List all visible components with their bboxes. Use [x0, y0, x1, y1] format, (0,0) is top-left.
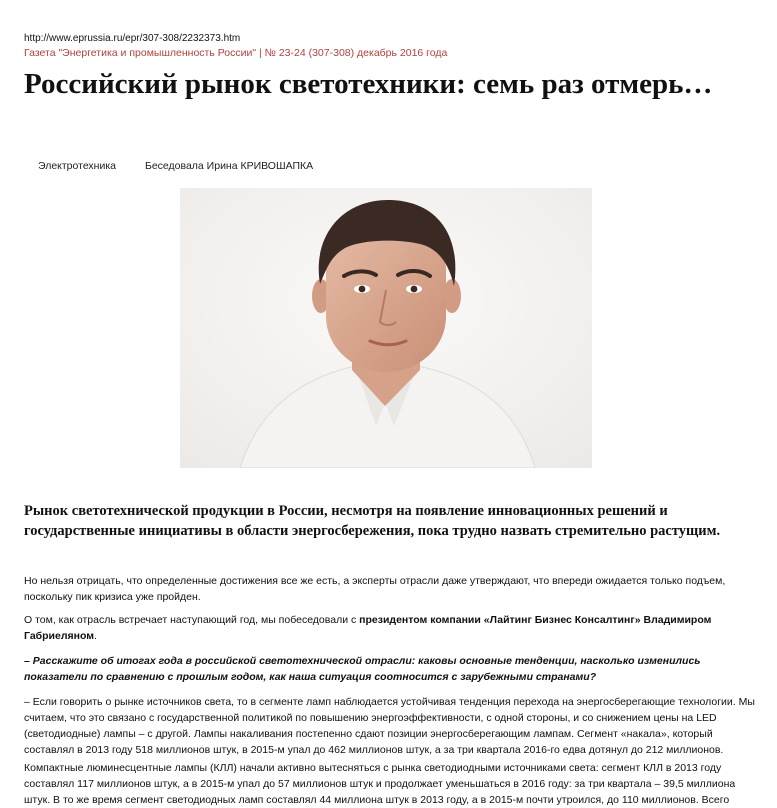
- paragraph-text: .: [94, 630, 97, 642]
- interview-question: – Расскажите об итогах года в российской светотехнической отрасли: каковы основные тенденции, насколько изменились показатели по сравнению с прошлым годом, как наша ситуация соотносится с зарубежными странами?: [24, 655, 701, 683]
- interview-answer: – Если говорить о рынке источников света, то в сегменте ламп наблюдается устойчивая тенденция перехода на энергосберегающие технологии. Мы считаем, что это связано с государственной политикой по повышению энергоэффективности, с одной стороны, и со снижением цены на LED (светодиодные) лампы – с другой. Лампы накаливания постепенно сдают позиции энергосберегающим лампам. Сегмент «накала», который составлял в 2013 году 518 миллионов штук, в 2015-м упал до 462 миллионов штук, а за три квартала 2016-го едва дотянул до 212 миллионов.: [24, 696, 755, 756]
- source-url[interactable]: http://www.eprussia.ru/epr/307-308/2232373.htm: [24, 33, 241, 44]
- portrait-image: [180, 188, 592, 468]
- interviewee-name: Владимиром Габриеляном: [24, 614, 712, 642]
- article-lead: Рынок светотехнической продукции в России, несмотря на появление инновационных решений и государственные инициативы в области энергосбережения, пока трудно назвать стремительно растущим.: [24, 503, 721, 539]
- article-category[interactable]: Электротехника: [38, 160, 117, 172]
- paragraph-intro: [24, 612, 764, 644]
- company-name: «Лайтинг Бизнес Консалтинг»: [480, 614, 644, 626]
- interviewee-title: президентом компании: [359, 614, 481, 626]
- source-publication[interactable]: Газета "Энергетика и промышленность России" | № 23-24 (307-308) декабрь 2016 года: [24, 47, 448, 59]
- paragraph: Но нельзя отрицать, что определенные достижения все же есть, а эксперты отрасли даже утверждают, что впереди ожидается только подъем, поскольку пик кризиса уже пройден.: [24, 575, 726, 603]
- article-author: Беседовала Ирина КРИВОШАПКА: [144, 160, 314, 172]
- paragraph: Компактные люминесцентные лампы (КЛЛ) начали активно вытесняться с рынка светодиодными источниками света: сегмент КЛЛ в 2013 году составлял 117 миллионов штук, а в 2015-м упал до 57 миллионов штук и продолжает уменьшаться в 2016 году: за три квартала – 39,5 миллиона штук. В то же время сегмент светодиодных ламп составлял 44 миллиона штук в 2013 году, а в 2015-м почти утроился, до 110 миллионов. Всего: [24, 762, 736, 806]
- article-title: Российский рынок светотехники: семь раз отмерь…: [24, 68, 713, 100]
- interviewee-photo: [180, 188, 592, 468]
- article-meta: [38, 160, 313, 172]
- paragraph-text: О том, как отрасль встречает наступающий год, мы побеседовали с: [24, 614, 360, 626]
